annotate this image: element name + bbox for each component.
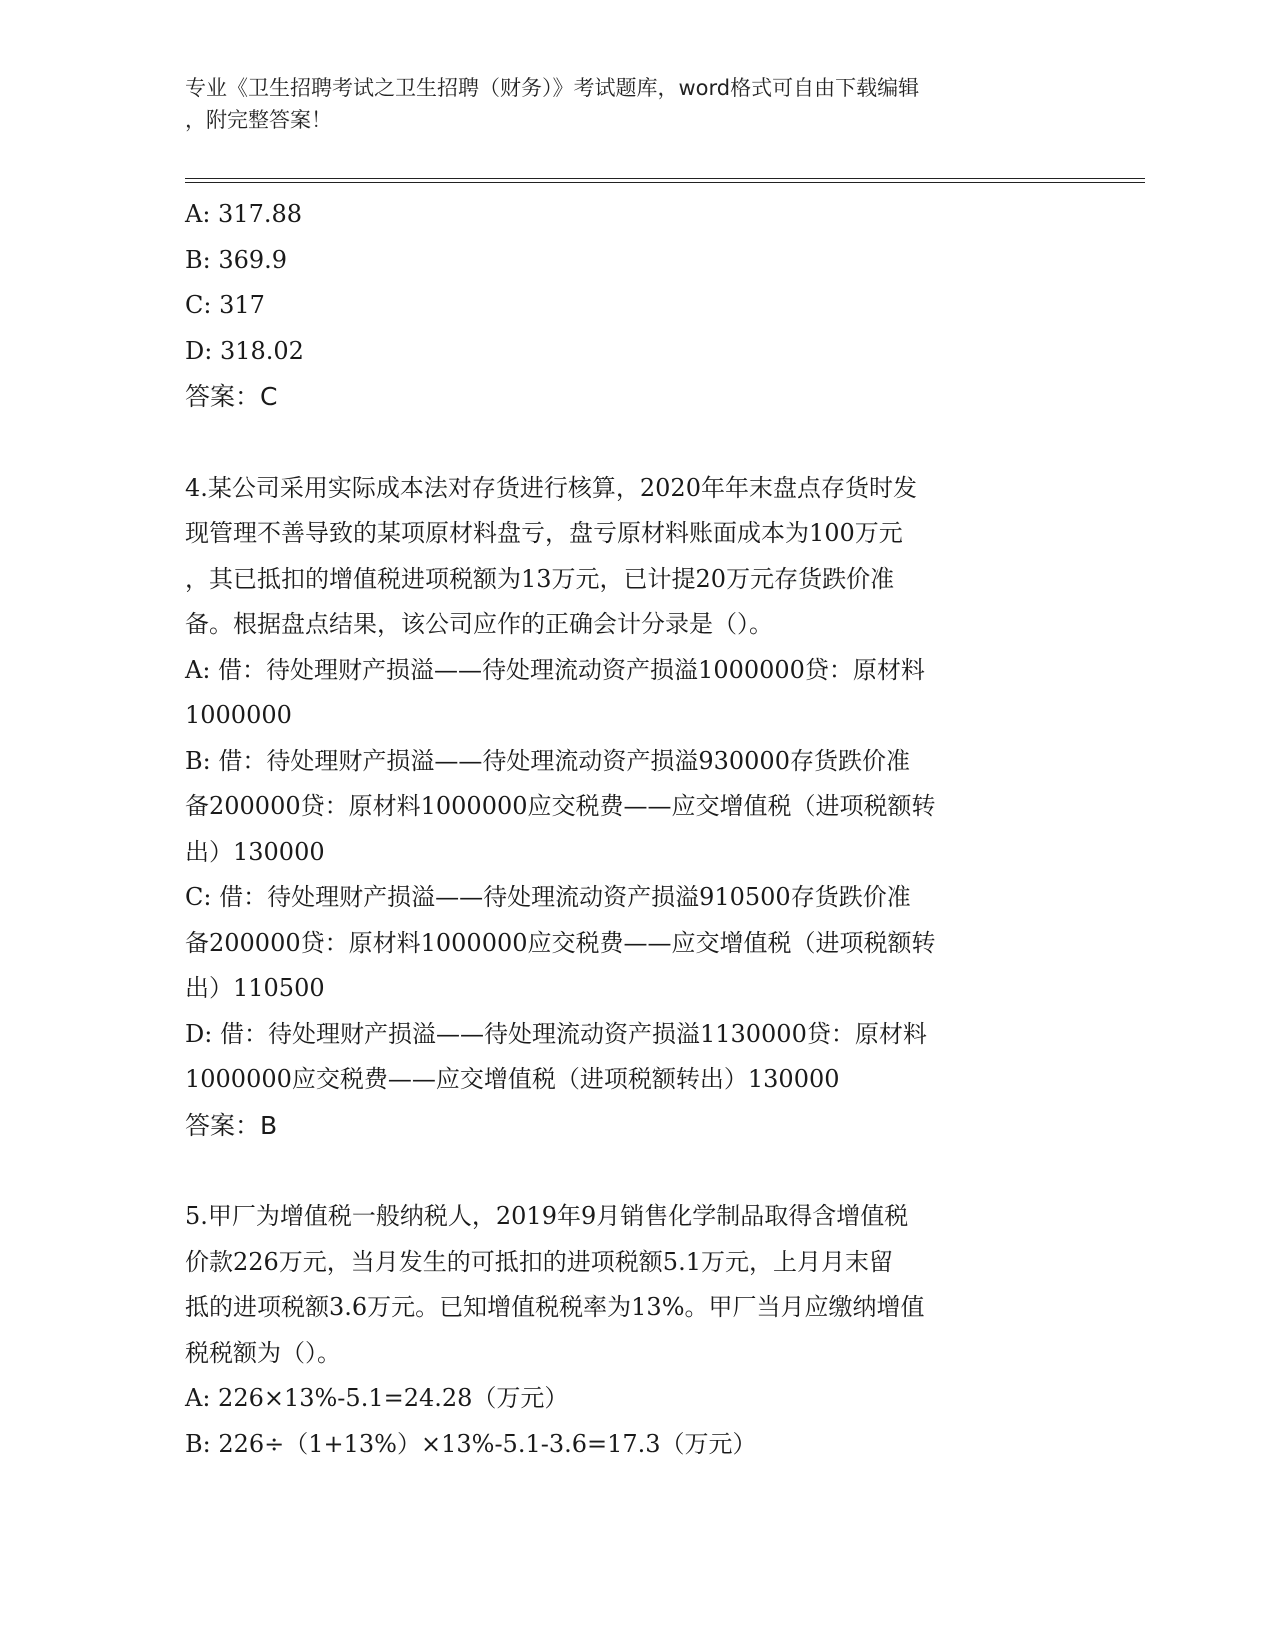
answer: 答案：C	[185, 382, 278, 411]
question-5	[185, 1194, 1065, 1467]
option-line: 出）130000	[185, 837, 325, 866]
option-line: 出）110500	[185, 974, 325, 1002]
header-line-2: ，附完整答案！	[185, 108, 332, 132]
option-line: C: 借：待处理财产损溢——待处理流动资产损溢910500存货跌价准	[185, 883, 911, 911]
question-stem-line: 备。根据盘点结果，该公司应作的正确会计分录是（）。	[185, 610, 773, 638]
document-header	[185, 72, 1085, 136]
option-line: 备200000贷：原材料1000000应交税费——应交增值税（进项税额转	[185, 928, 936, 957]
question-content	[185, 192, 1065, 1467]
question-stem-line: 现管理不善导致的某项原材料盘亏，盘亏原材料账面成本为100万元	[185, 519, 903, 547]
answer: 答案：B	[185, 1110, 278, 1140]
option-line: 1000000	[185, 701, 292, 729]
option-d: D: 318.02	[185, 336, 304, 365]
option-line: 1000000应交税费——应交增值税（进项税额转出）130000	[185, 1065, 840, 1093]
header-line-1: 专业《卫生招聘考试之卫生招聘（财务）》考试题库，word格式可自由下载编辑	[185, 76, 920, 100]
question-stem-line: 5.甲厂为增值税一般纳税人，2019年9月销售化学制品取得含增值税	[185, 1202, 909, 1230]
option-b: B: 369.9	[185, 245, 288, 274]
question-3	[185, 192, 1065, 420]
question-stem-line: 价款226万元，当月发生的可抵扣的进项税额5.1万元，上月月末留	[185, 1247, 893, 1276]
question-stem-line: 4.某公司采用实际成本法对存货进行核算，2020年年末盘点存货时发	[185, 473, 917, 502]
question-stem-line: 税税额为（）。	[185, 1338, 341, 1367]
question-stem-line: ，其已抵扣的增值税进项税额为13万元，已计提20万元存货跌价准	[185, 564, 895, 593]
option-line: D: 借：待处理财产损溢——待处理流动资产损溢1130000贷：原材料	[185, 1019, 927, 1048]
header-divider	[185, 178, 1145, 183]
question-stem-line: 抵的进项税额3.6万元。已知增值税税率为13%。甲厂当月应缴纳增值	[185, 1293, 925, 1321]
option-c: C: 317	[185, 291, 265, 319]
option-b: B: 226÷（1+13%）×13%-5.1-3.6=17.3（万元）	[185, 1429, 757, 1458]
option-line: 备200000贷：原材料1000000应交税费——应交增值税（进项税额转	[185, 792, 936, 820]
option-a: A: 226×13%-5.1=24.28（万元）	[185, 1384, 569, 1412]
question-4	[185, 466, 1065, 1149]
option-line: B: 借：待处理财产损溢——待处理流动资产损溢930000存货跌价准	[185, 746, 910, 775]
option-a: A: 317.88	[185, 200, 303, 228]
option-line: A: 借：待处理财产损溢——待处理流动资产损溢1000000贷：原材料	[185, 655, 925, 684]
